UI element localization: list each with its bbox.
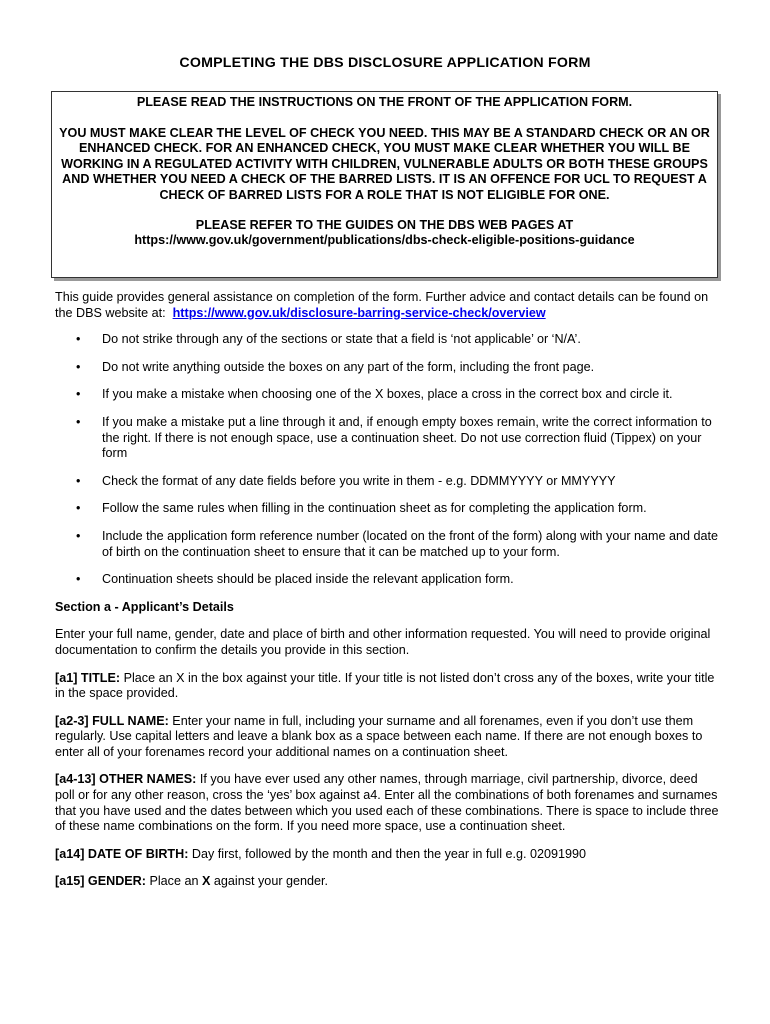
a2-3-full-name-text: Enter your name in full, including your surname and all forenames, even if you don’t use them regularly. Use capital letters and leave a blank box as a space between each name. If there are not enough boxes to enter all of your forenames record your additional names on a continuation sheet. [55, 713, 703, 759]
bullet-icon: • [76, 359, 81, 374]
bullet-item [55, 332, 720, 348]
bullet-text: Do not strike through any of the sections or state that a field is ‘not applicable’ or ‘N/A’. [102, 332, 581, 347]
bullet-text: If you make a mistake when choosing one of the X boxes, place a cross in the correct box and circle it. [102, 387, 673, 402]
instructions-box [51, 91, 718, 278]
bullet-text: Continuation sheets should be placed inside the relevant application form. [102, 572, 514, 587]
bullet-text: If you make a mistake put a line through it and, if enough empty boxes remain, write the correct information to the right. If there is not enough space, use a continuation sheet. Do not use correction fluid (Tippex) on your form [102, 414, 712, 461]
bullet-item [55, 474, 720, 490]
bullet-text: Do not write anything outside the boxes on any part of the form, including the front page. [102, 359, 595, 374]
instructions-refer-guides [52, 218, 717, 249]
page-title: COMPLETING THE DBS DISCLOSURE APPLICATION FORM [179, 55, 591, 71]
a15-gender-text-pre: Place an [145, 874, 202, 889]
guidance-bullet-list [55, 332, 720, 588]
bullet-icon: • [76, 528, 81, 543]
bullet-text: Include the application form reference number (located on the front of the form) along with your name and date of birth on the continuation sheet to ensure that it can be matched up to your form. [102, 528, 719, 559]
bullet-item [55, 387, 720, 403]
intro-text: This guide provides general assistance on completion of the form. Further advice and contact details can be found on the DBS website at: [55, 290, 709, 320]
bullet-icon: • [76, 572, 81, 587]
bullet-icon: • [76, 414, 81, 429]
a4-13-other-names-label: [a4-13] OTHER NAMES: [55, 772, 197, 787]
section-a-intro: Enter your full name, gender, date and place of birth and other information requested. You will need to provide original documentation to confirm the details you provide in this section. [55, 627, 711, 657]
bullet-item [55, 501, 720, 517]
a15-gender-label: [a15] GENDER: [55, 874, 146, 889]
a14-date-of-birth-text: Day first, followed by the month and then the year in full e.g. 02091990 [188, 846, 587, 861]
a14-date-of-birth-label: [a14] DATE OF BIRTH: [55, 846, 189, 861]
a1-title-paragraph [55, 671, 720, 702]
section-a-heading: Section a - Applicant’s Details [55, 599, 234, 614]
bullet-item [55, 529, 720, 560]
intro-paragraph [55, 290, 720, 321]
a14-date-of-birth-paragraph [55, 847, 720, 863]
a1-title-label: [a1] TITLE: [55, 670, 121, 685]
bullet-icon: • [76, 473, 81, 488]
a2-3-full-name-paragraph [55, 714, 720, 761]
document-body [55, 290, 720, 902]
bullet-icon: • [76, 501, 81, 516]
a15-gender-x: X [202, 874, 211, 889]
a15-gender-text-post: against your gender. [210, 874, 329, 889]
a2-3-full-name-label: [a2-3] FULL NAME: [55, 713, 169, 728]
guides-url: https://www.gov.uk/government/publications/dbs-check-eligible-positions-guidance [134, 233, 635, 248]
bullet-item [55, 360, 720, 376]
instructions-read-front: PLEASE READ THE INSTRUCTIONS ON THE FRONT OF THE APPLICATION FORM. [136, 95, 633, 109]
bullet-item [55, 572, 720, 588]
bullet-text: Check the format of any date fields before you write in them - e.g. DDMMYYYY or MMYYYY [102, 473, 616, 488]
a4-13-other-names-paragraph [55, 772, 720, 834]
a1-title-text: Place an X in the box against your title. If your title is not listed don’t cross any of the boxes, write your title in the space provided. [55, 670, 715, 701]
instructions-level-of-check: YOU MUST MAKE CLEAR THE LEVEL OF CHECK YOU NEED. THIS MAY BE A STANDARD CHECK OR AN OR ENHANCED CHECK. FOR AN ENHANCED CHECK, YOU MUST MAKE CLEAR WHETHER YOU WILL BE WORKING IN A REGULATED ACTIVITY WITH CHILDREN, VULNERABLE ADULTS OR BOTH THESE GROUPS AND WHETHER YOU NEED A CHECK OF THE BARRED LISTS. IT IS AN OFFENCE FOR UCL TO REQUEST A CHECK OF BARRED LISTS FOR A ROLE THAT IS NOT ELIGIBLE FOR ONE. [59, 126, 710, 202]
bullet-item [55, 415, 720, 462]
bullet-icon: • [76, 332, 81, 347]
a4-13-other-names-text: If you have ever used any other names, through marriage, civil partnership, divorce, deed poll or for any other reason, cross the ‘yes’ box against a4. Enter all the combinations of both forenames and surnames that you have used and the dates between which you used each of these combinations. There is space to include three of these name combinations on the form. If you need more space, use a continuation sheet. [55, 772, 719, 834]
refer-guides-text: PLEASE REFER TO THE GUIDES ON THE DBS WEB PAGES AT [195, 218, 574, 233]
bullet-icon: • [76, 387, 81, 402]
bullet-text: Follow the same rules when filling in the continuation sheet as for completing the application form. [102, 501, 647, 516]
dbs-website-link[interactable]: https://www.gov.uk/disclosure-barring-service-check/overview [172, 305, 546, 320]
a15-gender-paragraph [55, 874, 720, 890]
